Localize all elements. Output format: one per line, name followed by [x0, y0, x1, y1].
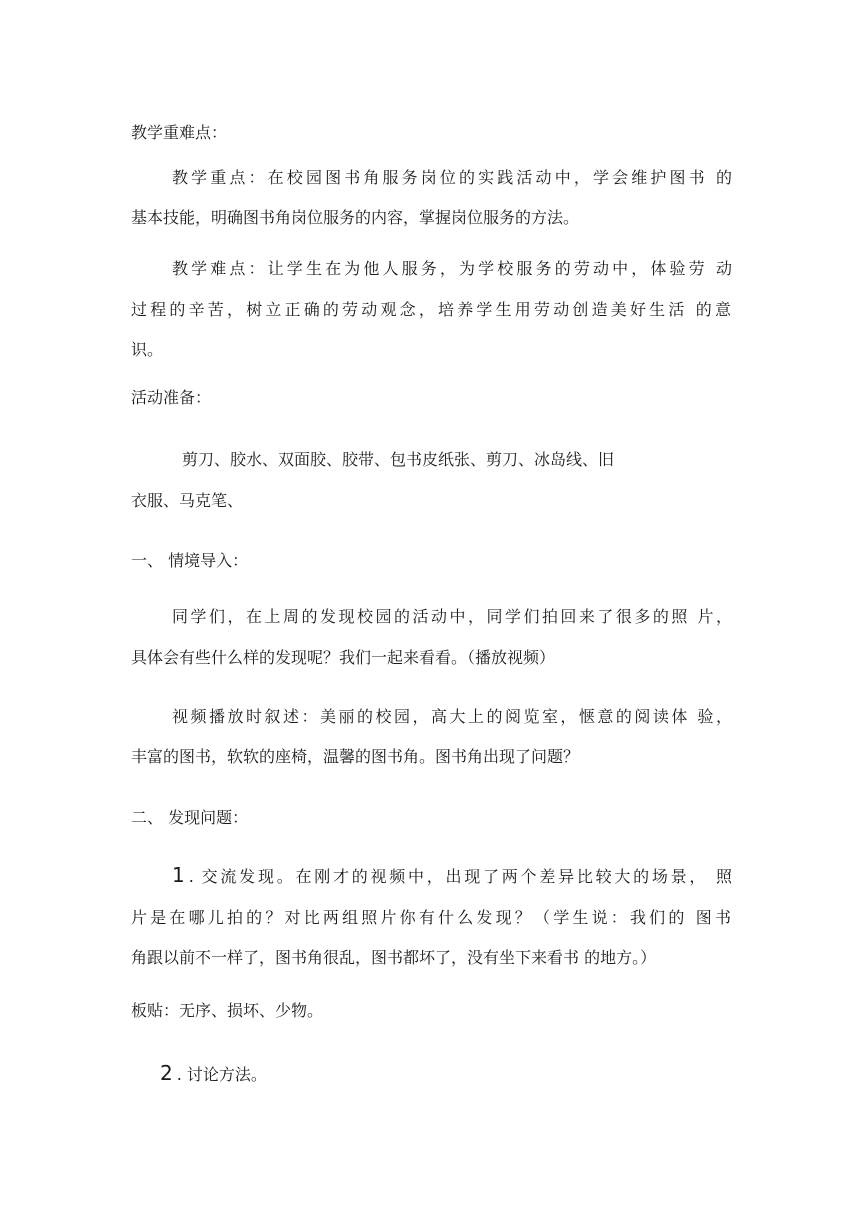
item1-line-1 [172, 863, 732, 889]
key-point-line-1: 教学重点：在校园图书角服务岗位的实践活动中，学会维护图书 的 [172, 168, 732, 187]
item1-line-3: 角跟以前不一样了，图书角很乱，图书都坏了，没有坐下来看书 的地方。） [131, 948, 657, 967]
part1-paragraph2-line-2: 丰富的图书，软软的座椅，温馨的图书角。图书角出现了问题？ [131, 747, 580, 766]
part2-heading: 二、 发现问题： [131, 808, 249, 827]
item2-number: 2 [160, 1061, 173, 1085]
prep-heading: 活动准备： [131, 388, 212, 407]
prep-line-2: 衣服、马克笔、 [131, 491, 244, 510]
item1-number: 1 [172, 863, 185, 887]
part1-paragraph2-line-1: 视频播放时叙述：美丽的校园，高大上的阅览室，惬意的阅读体 验， [172, 707, 732, 726]
prep-line-1: 剪刀、胶水、双面胶、胶带、包书皮纸张、剪刀、冰岛线、旧 [182, 450, 615, 469]
item2-line-1 [160, 1061, 720, 1087]
item1-line-1-text: . 交流发现。在刚才的视频中，出现了两个差异比较大的场景， 照 [188, 867, 732, 886]
difficulty-line-3: 识。 [131, 340, 164, 359]
difficulty-line-1: 教学难点：让学生在为他人服务，为学校服务的劳动中，体验劳 动 [172, 259, 732, 278]
key-point-line-2: 基本技能，明确图书角岗位服务的内容，掌握岗位服务的方法。 [131, 208, 580, 227]
item1-line-2: 片是在哪儿拍的？对比两组照片你有什么发现？（学生说：我们的 图书 [131, 908, 731, 927]
part1-paragraph1-line-1: 同学们，在上周的发现校园的活动中，同学们拍回来了很多的照 片， [172, 607, 732, 626]
key-points-heading: 教学重难点： [131, 123, 228, 142]
part1-heading: 一、 情境导入： [131, 551, 249, 570]
difficulty-line-2: 过程的辛苦，树立正确的劳动观念，培养学生用劳动创造美好生活 的意 [131, 300, 731, 319]
item2-line-1-text: . 讨论方法。 [176, 1065, 267, 1084]
item1-line-4: 板贴：无序、损坏、少物。 [131, 1001, 324, 1020]
part1-paragraph1-line-2: 具体会有些什么样的发现呢？我们一起来看看。（播放视频） [131, 648, 556, 667]
